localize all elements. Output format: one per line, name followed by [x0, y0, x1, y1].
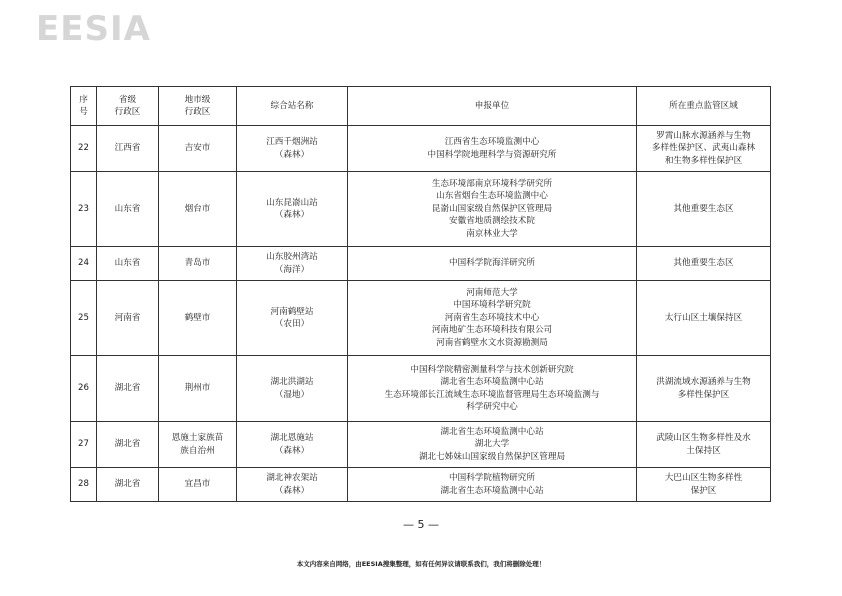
row-units: 湖北省生态环境监测中心站 湖北大学 湖北七姊妹山国家级自然保护区管理局 [348, 422, 637, 468]
row-station: 湖北恩施站 （森林） [237, 422, 348, 468]
row-station: 江西千烟洲站 （森林） [237, 126, 348, 172]
row-region: 洪湖流域水源涵养与生物 多样性保护区 [637, 356, 771, 422]
row-province: 湖北省 [97, 468, 159, 502]
eesia-logo: EESIA [36, 9, 151, 49]
page-number: — 5 — [403, 518, 439, 531]
row-station: 河南鹤壁站 （农田） [237, 281, 348, 356]
row-units: 中国科学院植物研究所 湖北省生态环境监测中心站 [348, 468, 637, 502]
table-header-row [71, 87, 771, 126]
row-region: 太行山区土壤保持区 [637, 281, 771, 356]
footer-disclaimer: 本文内容来自网络，由EESIA搜集整理，如有任何异议请联系我们，我们将删除处理！ [296, 560, 546, 568]
row-province: 山东省 [97, 247, 159, 281]
row-station: 山东昆嵛山站 （森林） [237, 172, 348, 247]
row-region: 罗霄山脉水源涵养与生物 多样性保护区、武夷山森林 和生物多样性保护区 [637, 126, 771, 172]
header-region: 所在重点监管区域 [637, 87, 771, 126]
row-city: 宜昌市 [159, 468, 237, 502]
header-province: 省级 行政区 [97, 87, 159, 126]
table-row [71, 126, 771, 172]
row-station: 湖北神农架站 （森林） [237, 468, 348, 502]
table-row [71, 247, 771, 281]
row-index: 28 [71, 468, 97, 502]
header-station: 综合站名称 [237, 87, 348, 126]
row-index: 25 [71, 281, 97, 356]
row-index: 24 [71, 247, 97, 281]
row-units: 河南师范大学 中国环境科学研究院 河南省生态环境技术中心 河南地矿生态环境科技有限公司 河南省鹤壁水文水资源勘测局 [348, 281, 637, 356]
row-province: 湖北省 [97, 422, 159, 468]
row-province: 湖北省 [97, 356, 159, 422]
row-region: 其他重要生态区 [637, 247, 771, 281]
table-row [71, 468, 771, 502]
row-city: 恩施土家族苗 族自治州 [159, 422, 237, 468]
header-index: 序 号 [71, 87, 97, 126]
row-station: 山东胶州湾站 （海洋） [237, 247, 348, 281]
row-index: 27 [71, 422, 97, 468]
row-units: 生态环境部南京环境科学研究所 山东省烟台生态环境监测中心 昆嵛山国家级自然保护区管理局 安徽省地质测绘技术院 南京林业大学 [348, 172, 637, 247]
table-row [71, 356, 771, 422]
row-city: 吉安市 [159, 126, 237, 172]
row-units: 中国科学院海洋研究所 [348, 247, 637, 281]
row-index: 26 [71, 356, 97, 422]
header-units: 申报单位 [348, 87, 637, 126]
row-region: 大巴山区生物多样性 保护区 [637, 468, 771, 502]
table-row [71, 172, 771, 247]
row-station: 湖北洪湖站 （湿地） [237, 356, 348, 422]
row-province: 山东省 [97, 172, 159, 247]
table-row [71, 281, 771, 356]
row-index: 23 [71, 172, 97, 247]
row-region: 其他重要生态区 [637, 172, 771, 247]
row-city: 青岛市 [159, 247, 237, 281]
row-units: 江西省生态环境监测中心 中国科学院地理科学与资源研究所 [348, 126, 637, 172]
row-region: 武陵山区生物多样性及水 土保持区 [637, 422, 771, 468]
row-units: 中国科学院精密测量科学与技术创新研究院 湖北省生态环境监测中心站 生态环境部长江流域生态环境监督管理局生态环境监测与 科学研究中心 [348, 356, 637, 422]
row-province: 河南省 [97, 281, 159, 356]
row-city: 鹤壁市 [159, 281, 237, 356]
row-city: 荆州市 [159, 356, 237, 422]
header-city: 地市级 行政区 [159, 87, 237, 126]
row-province: 江西省 [97, 126, 159, 172]
monitoring-station-table [70, 86, 771, 502]
row-index: 22 [71, 126, 97, 172]
row-city: 烟台市 [159, 172, 237, 247]
table-row [71, 422, 771, 468]
